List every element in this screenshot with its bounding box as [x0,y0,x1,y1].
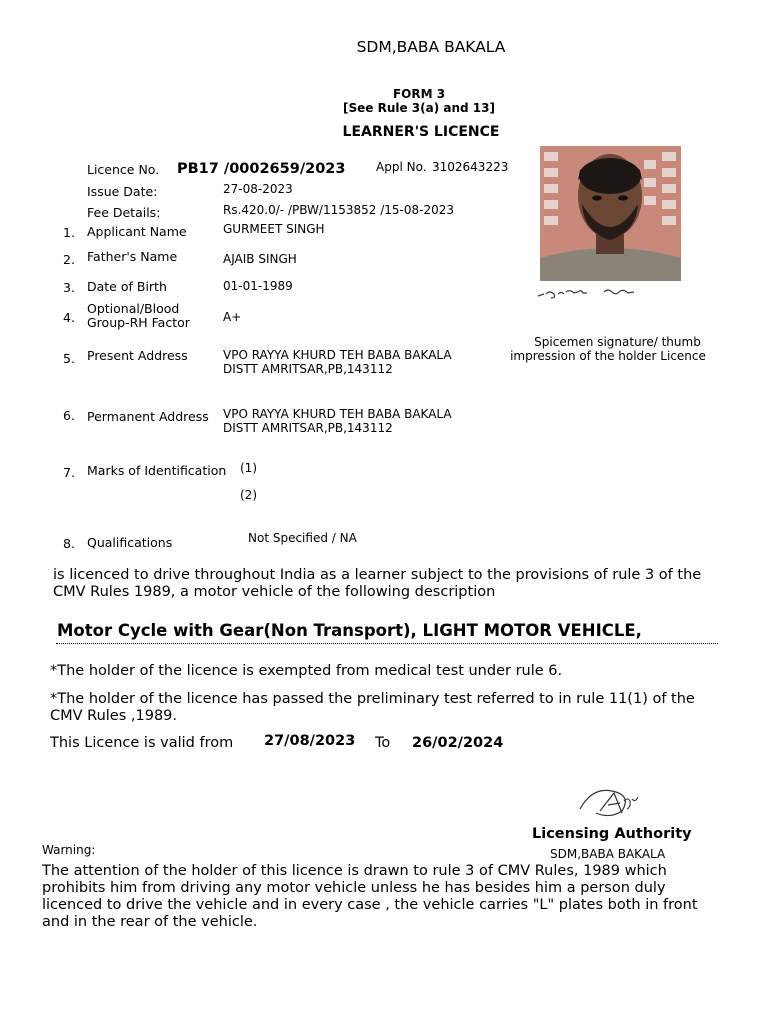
authority-signature [570,783,662,823]
present-address-line1: VPO RAYYA KHURD TEH BABA BAKALA [223,348,452,362]
warning-label: Warning: [42,843,96,857]
permanent-address-label: Permanent Address [87,409,209,424]
qualifications: Not Specified / NA [248,531,357,545]
fee-details: Rs.420.0/- /PBW/1153852 /15-08-2023 [223,203,454,217]
appl-no-label: Appl No. [376,160,427,174]
field-number: 7. [63,465,75,480]
field-number: 5. [63,351,75,366]
identification-mark-1: (1) [240,461,257,475]
issue-date: 27-08-2023 [223,182,293,196]
warning-text: The attention of the holder of this licence is drawn to rule 3 of CMV Rules, 1989 which prohibits him from driving any motor vehicle unless he has besides him a person duly licenced to drive the vehicle and in every case , the vehicle carries "L" plates both in front and in the rear of the vehicle. [42,863,698,930]
field-number: 8. [63,536,75,551]
applicant-name-label: Applicant Name [87,224,187,239]
valid-to-date: 26/02/2024 [412,735,504,751]
vehicle-classes: Motor Cycle with Gear(Non Transport), LIGHT MOTOR VEHICLE, [57,621,642,640]
permanent-address-line1: VPO RAYYA KHURD TEH BABA BAKALA [223,407,452,421]
licence-number: PB17 /0002659/2023 [177,161,346,177]
appl-number: 3102643223 [432,160,509,174]
field-number: 2. [63,252,75,267]
valid-from-label: This Licence is valid from [50,735,234,751]
preliminary-test-note: *The holder of the licence has passed the preliminary test referred to in rule 11(1) of the CMV Rules ,1989. [50,691,695,724]
blood-group: A+ [223,310,242,324]
identification-mark-2: (2) [240,488,257,502]
authority-title: Licensing Authority [532,826,692,842]
document-title: LEARNER'S LICENCE [342,124,500,140]
valid-from-date: 27/08/2023 [264,733,356,749]
permanent-address-line2: DISTT AMRITSAR,PB,143112 [223,421,393,435]
identification-marks-label: Marks of Identification [87,463,227,478]
specimen-caption-line2: impression of the holder Licence [510,349,706,363]
vehicle-classes-underline [56,643,718,644]
holder-signature [530,282,718,322]
issue-date-label: Issue Date: [87,184,158,199]
holder-photo [540,146,681,281]
form-number: FORM 3 [392,87,446,101]
fathers-name: AJAIB SINGH [223,252,297,266]
authority-office: SDM,BABA BAKALA [550,847,666,861]
fee-label: Fee Details: [87,205,161,220]
blood-group-label-line1: Optional/Blood [87,301,180,316]
field-number: 4. [63,310,75,325]
specimen-caption-line1: Spicemen signature/ thumb [534,335,701,349]
present-address-label: Present Address [87,348,188,363]
licence-statement: is licenced to drive throughout India as a learner subject to the provisions of rule 3 of the CMV Rules 1989, a motor vehicle of the following description [53,567,702,600]
field-number: 3. [63,280,75,295]
applicant-name: GURMEET SINGH [223,222,325,236]
present-address-line2: DISTT AMRITSAR,PB,143112 [223,362,393,376]
date-of-birth: 01-01-1989 [223,279,293,293]
field-number: 6. [63,408,75,423]
to-label: To [375,735,391,751]
field-number: 1. [63,225,75,240]
blood-group-label-line2: Group-RH Factor [87,315,190,330]
licence-no-label: Licence No. [87,162,160,177]
medical-test-note: *The holder of the licence is exempted from medical test under rule 6. [50,663,563,679]
rule-reference: [See Rule 3(a) and 13] [343,101,495,115]
fathers-name-label: Father's Name [87,249,178,264]
office-heading: SDM,BABA BAKALA [356,38,506,56]
qualifications-label: Qualifications [87,535,173,550]
dob-label: Date of Birth [87,279,167,294]
